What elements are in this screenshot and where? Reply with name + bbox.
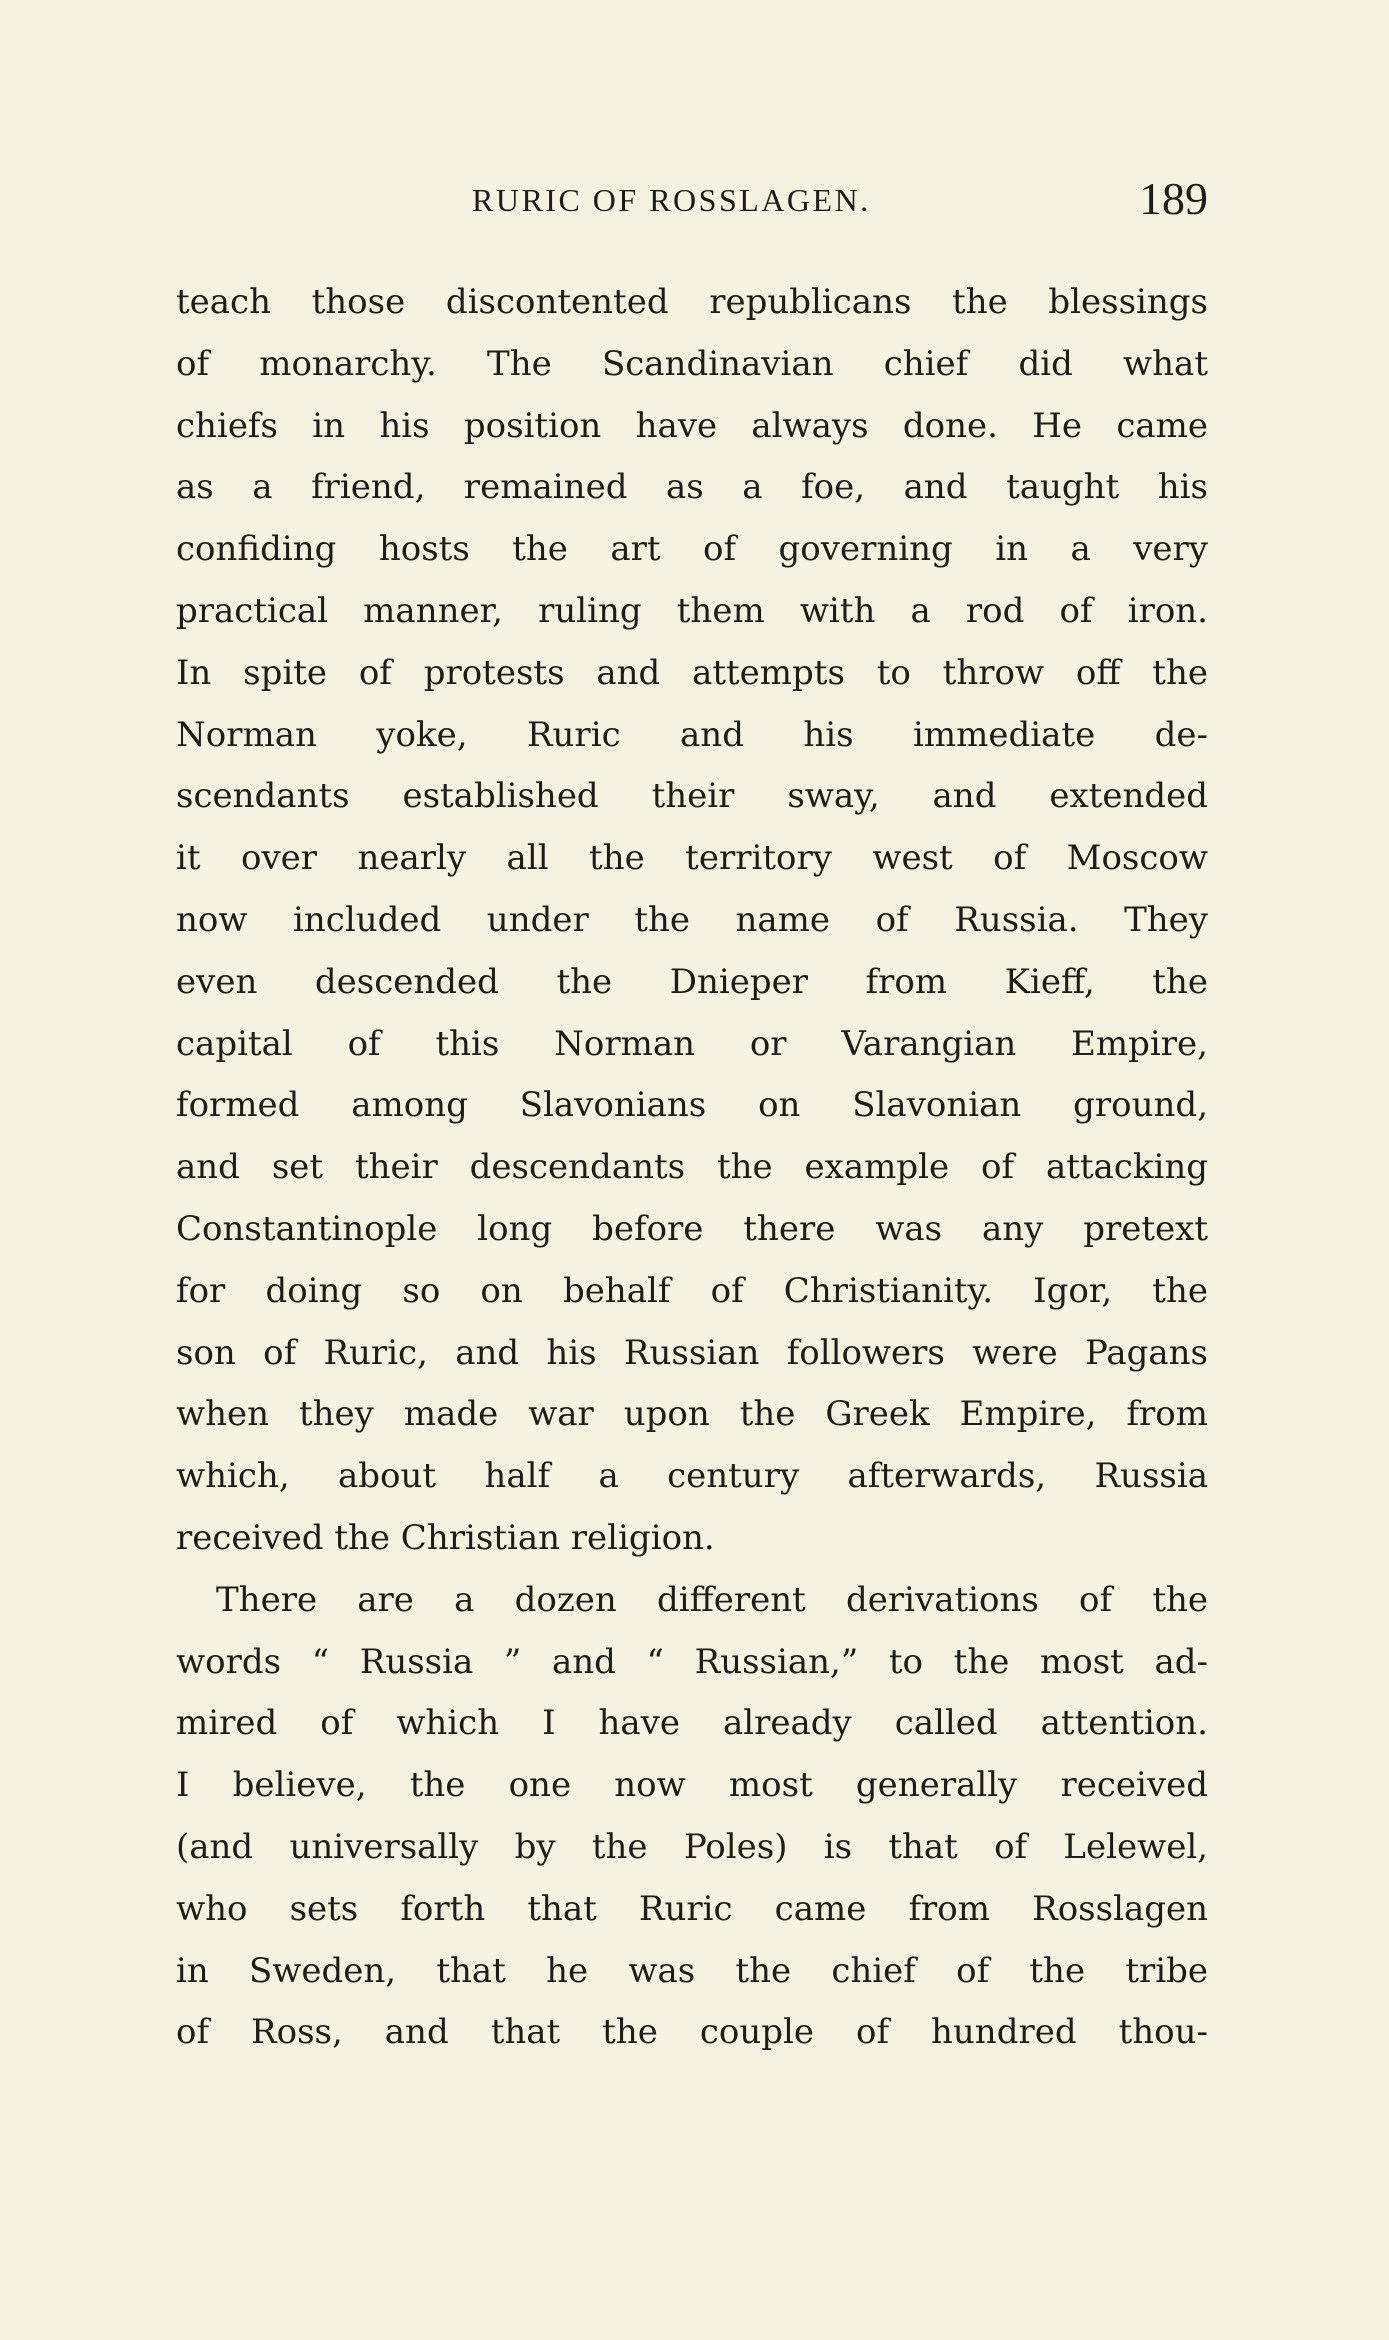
text-line: son of Ruric, and his Russian followers were Pagans xyxy=(176,1332,1208,1373)
text-line: Constantinople long before there was any pretext xyxy=(176,1208,1208,1249)
text-line: it over nearly all the territory west of Moscow xyxy=(176,838,1208,879)
text-line: capital of this Norman or Varangian Empire, xyxy=(176,1023,1208,1064)
text-line: I believe, the one now most generally received xyxy=(176,1765,1208,1806)
text-line: for doing so on behalf of Christianity. Igor, the xyxy=(176,1270,1208,1311)
text-line: and set their descendants the example of attacking xyxy=(176,1147,1208,1188)
text-line: which, about half a century afterwards, Russia xyxy=(176,1456,1208,1497)
text-line: (and universally by the Poles) is that of Lelewel, xyxy=(176,1826,1208,1867)
paragraph-end-line: received the Christian religion. xyxy=(176,1517,715,1558)
paragraph-start-line: There are a dozen different derivations of the xyxy=(216,1579,1208,1620)
text-line: Norman yoke, Ruric and his immediate de- xyxy=(176,714,1208,755)
running-head: RURIC OF ROSSLAGEN. xyxy=(472,182,871,218)
text-line: even descended the Dnieper from Kieff, the xyxy=(176,961,1208,1002)
text-line: words “ Russia ” and “ Russian,” to the most ad- xyxy=(176,1641,1208,1682)
text-line: who sets forth that Ruric came from Rosslagen xyxy=(176,1888,1208,1929)
text-line: confiding hosts the art of governing in a very xyxy=(176,529,1208,570)
text-line: In spite of protests and attempts to throw off the xyxy=(176,652,1208,693)
text-line: teach those discontented republicans the blessings xyxy=(176,282,1208,322)
text-line: practical manner, ruling them with a rod of iron. xyxy=(176,590,1208,631)
text-line: of Ross, and that the couple of hundred thou- xyxy=(176,2012,1208,2053)
text-line: of monarchy. The Scandinavian chief did what xyxy=(176,343,1208,384)
text-line: formed among Slavonians on Slavonian ground, xyxy=(176,1085,1208,1126)
text-line: scendants established their sway, and extended xyxy=(176,776,1208,817)
page-header xyxy=(176,173,1208,236)
text-line: now included under the name of Russia. They xyxy=(176,899,1208,940)
text-line: chiefs in his position have always done. He came xyxy=(176,405,1208,446)
body-text xyxy=(176,272,1208,2064)
page-number: 189 xyxy=(1139,173,1208,224)
text-line: in Sweden, that he was the chief of the tribe xyxy=(176,1950,1208,1991)
text-line: when they made war upon the Greek Empire, from xyxy=(176,1394,1208,1435)
text-line: as a friend, remained as a foe, and taught his xyxy=(176,467,1208,508)
text-line: mired of which I have already called attention. xyxy=(176,1703,1208,1744)
